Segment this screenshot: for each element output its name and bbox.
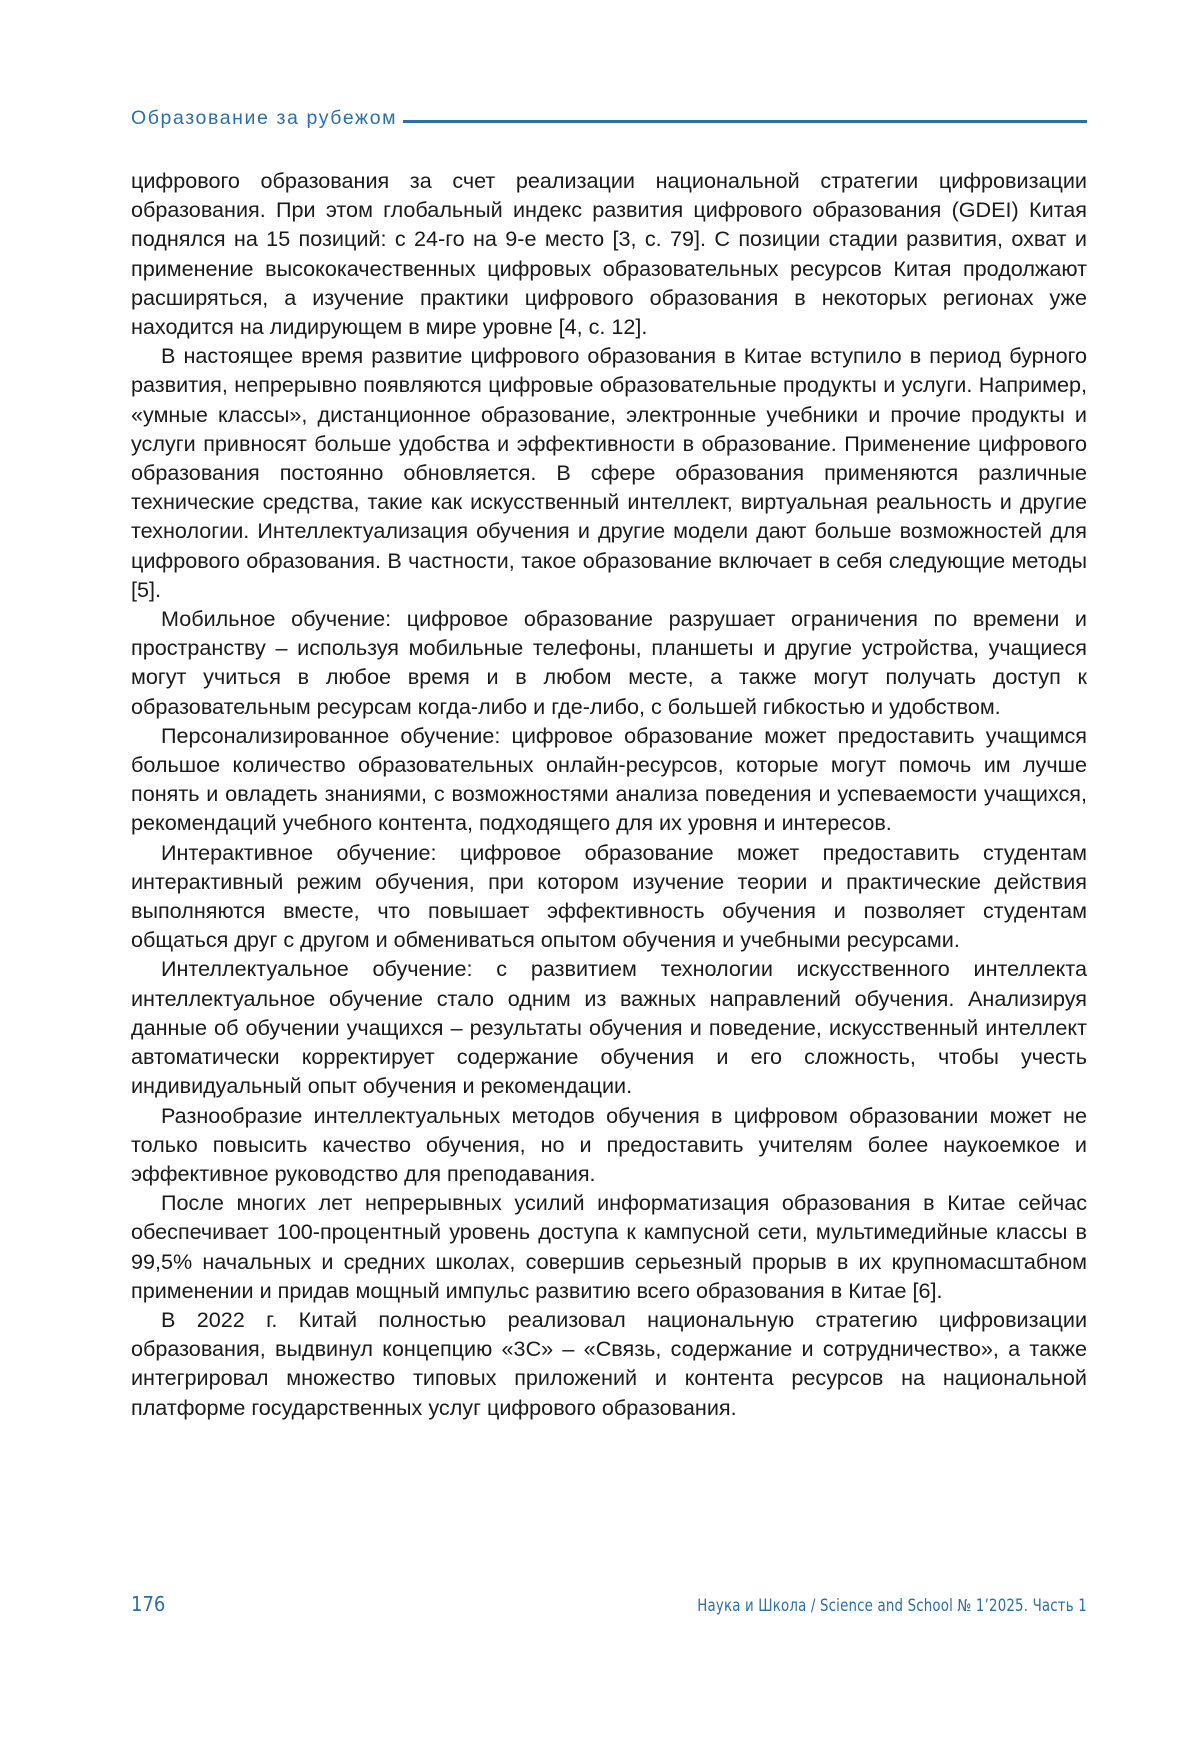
paragraph: В 2022 г. Китай полностью реализовал национальную стратегию цифровизации образования, выдвинул концепцию «3С» – «Связь, содержание и сотрудничество», а также интегрировал множество типовых приложений и контента ресурсов на национальной платформе государственных услуг цифрового образования.	[131, 1306, 1087, 1420]
paragraph: Интерактивное обучение: цифровое образование может предоставить студентам интерактивный режим обучения, при котором изучение теории и практические действия выполняются вместе, что повышает эффективность обучения и позволяет студентам общаться друг с другом и обмениваться опытом обучения и учебными ресурсами.	[131, 839, 1087, 953]
running-header	[131, 104, 1087, 132]
running-footer	[131, 1592, 1087, 1616]
paragraph: Мобильное обучение: цифровое образование разрушает ограничения по времени и пространству – используя мобильные телефоны, планшеты и другие устройства, учащиеся могут учиться в любое время и в любом месте, а также могут получать доступ к образовательным ресурсам когда-либо и где-либо, с большей гибкостью и удобством.	[131, 606, 1087, 719]
paragraph: В настоящее время развитие цифрового образования в Китае вступило в период бурного развития, непрерывно появляются цифровые образовательные продукты и услуги. Например, «умные классы», дистанционное образование, электронные учебники и прочие продукты и услуги привносят больше удобства и эффективности в образование. Применение цифрового образования постоянно обновляется. В сфере образования применяются различные технические средства, такие как искусственный интеллект, виртуальная реальность и другие технологии. Интеллектуализация обучения и другие модели дают больше возможностей для цифрового образования. В частности, такое образование включает в себя следующие методы [5].	[131, 343, 1087, 602]
paragraph: Интеллектуальное обучение: с развитием технологии искусственного интеллекта интеллектуальное обучение стало одним из важных направлений обучения. Анализируя данные об обучении учащихся – результаты обучения и поведение, искусственный интеллект автоматически корректирует содержание обучения и его сложность, чтобы учесть индивидуальный опыт обучения и рекомендации.	[131, 956, 1087, 1099]
journal-info: Наука и Школа / Science and School № 1’2025. Часть 1	[697, 1596, 1087, 1615]
page-number: 176	[131, 1592, 166, 1616]
paragraph: Персонализированное обучение: цифровое образование может предоставить учащимся большое количество образовательных онлайн-ресурсов, которые могут помочь им лучше понять и овладеть знаниями, с возможностями анализа поведения и успеваемости учащихся, рекомендаций учебного контента, подходящего для их уровня и интересов.	[131, 722, 1087, 836]
paragraph: После многих лет непрерывных усилий информатизация образования в Китае сейчас обеспечивает 100-процентный уровень доступа к кампусной сети, мультимедийные классы в 99,5% начальных и средних школах, совершив серьезный прорыв в их крупномасштабном применении и придав мощный импульс развитию всего образования в Китае [6].	[131, 1190, 1087, 1303]
article-body	[131, 166, 1087, 1422]
section-title: Образование за рубежом	[131, 106, 398, 129]
paragraph-continuation: цифрового образования за счет реализации национальной стратегии цифровизации образования. При этом глобальный индекс развития цифрового образования (GDEI) Китая поднялся на 15 позиций: с 24-го на 9-е место [3, с. 79]. С позиции стадии развития, охват и применение высококачественных цифровых образовательных ресурсов Китая продолжают расширяться, а изучение практики цифрового образования в некоторых регионах уже находится на лидирующем в мире уровне [4, с. 12].	[131, 168, 1087, 340]
header-rule	[403, 120, 1087, 123]
paragraph: Разнообразие интеллектуальных методов обучения в цифровом образовании может не только повысить качество обучения, но и предоставить учителям более наукоемкое и эффективное руководство для преподавания.	[131, 1102, 1087, 1186]
